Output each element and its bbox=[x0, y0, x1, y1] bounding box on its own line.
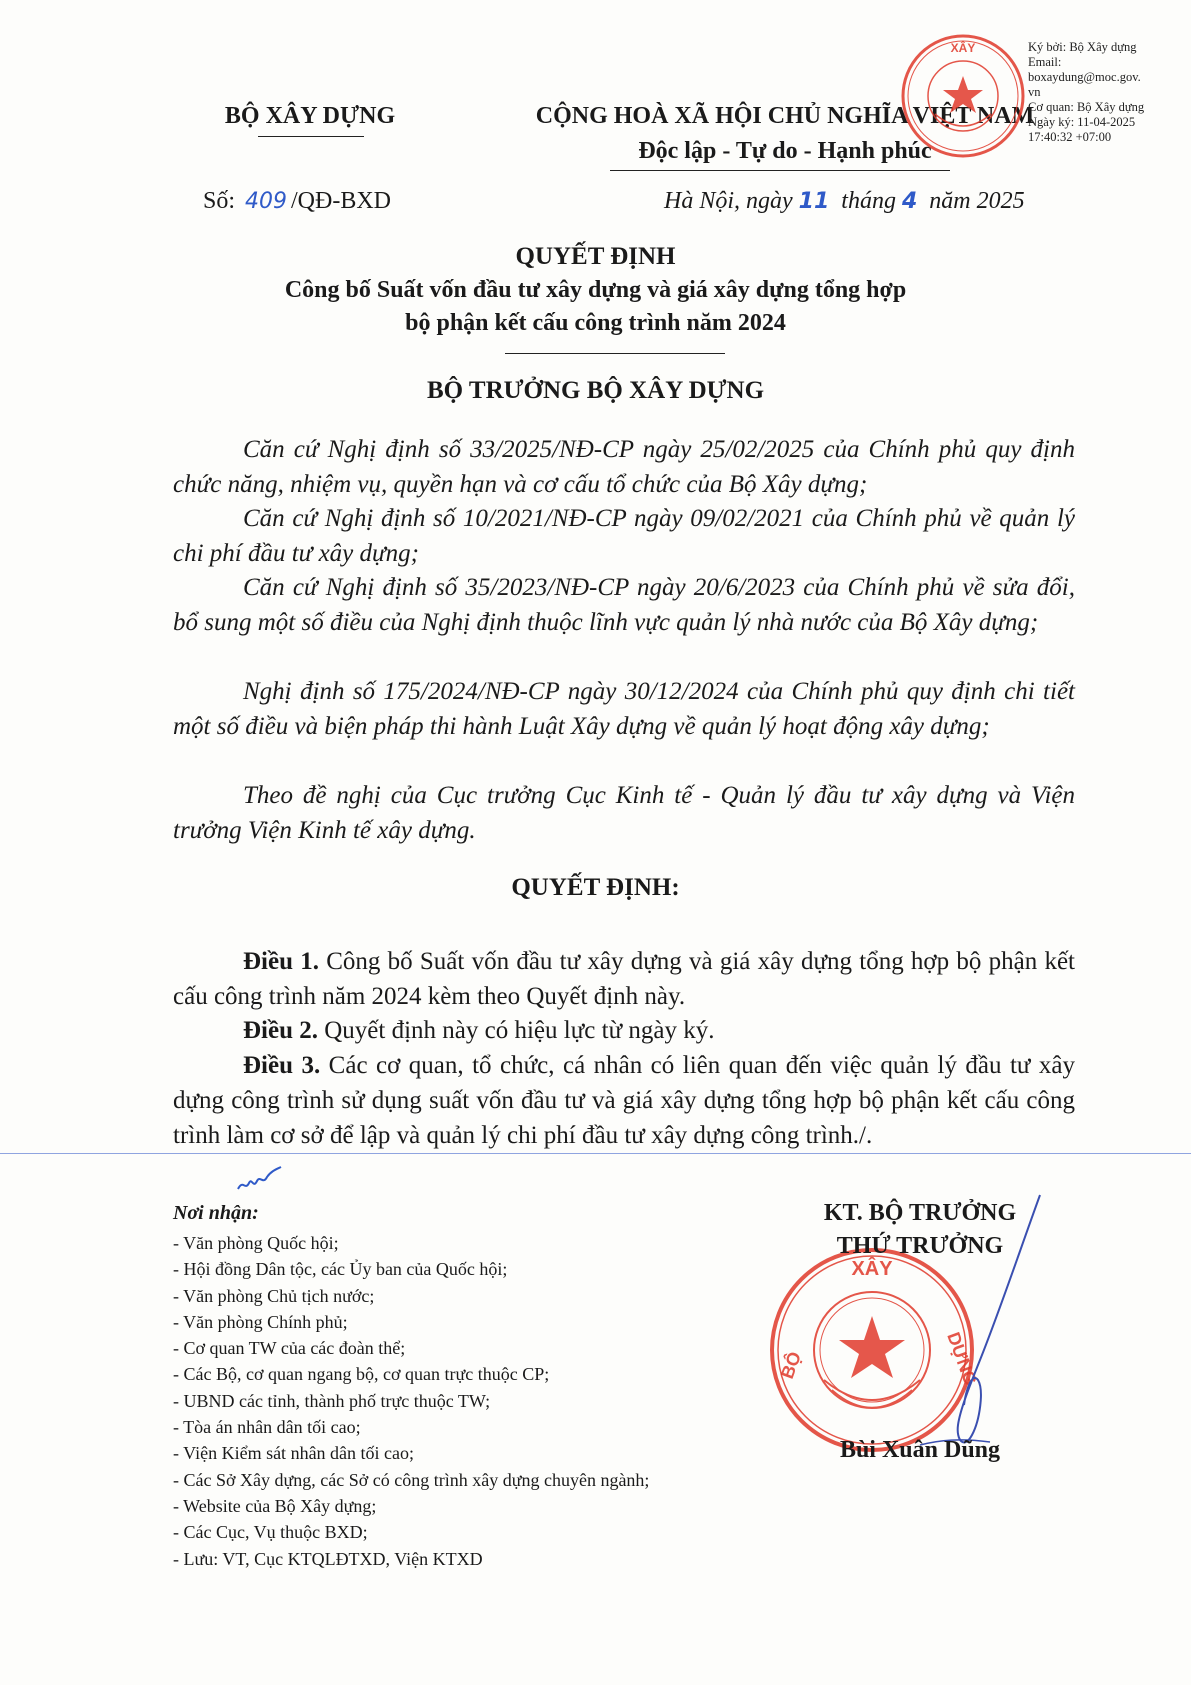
article-2 bbox=[173, 1013, 1075, 1048]
article-label: Điều 3. bbox=[243, 1052, 321, 1079]
recipient-item: - Viện Kiểm sát nhân dân tối cao; bbox=[173, 1443, 415, 1464]
national-motto: Độc lập - Tự do - Hạnh phúc bbox=[638, 138, 932, 164]
initial-mark-icon bbox=[235, 1165, 285, 1195]
handwritten-signature-icon bbox=[900, 1190, 1050, 1460]
digital-sig-line: Ngày ký: 11-04-2025 bbox=[1028, 115, 1136, 129]
recipient-item: - UBND các tỉnh, thành phố trực thuộc TW; bbox=[173, 1390, 491, 1411]
date-place: Hà Nội, ngày bbox=[664, 188, 793, 214]
title-divider bbox=[505, 353, 725, 354]
recipient-item: - Văn phòng Chính phủ; bbox=[173, 1311, 348, 1332]
document-title: QUYẾT ĐỊNH bbox=[515, 243, 676, 270]
date-year: năm 2025 bbox=[929, 188, 1025, 214]
signer-position: THỨ TRƯỞNG bbox=[836, 1233, 1004, 1259]
article-1 bbox=[173, 944, 1075, 1014]
legal-basis-item: Căn cứ Nghị định số 10/2021/NĐ-CP ngày 09/02/2021 của Chính phủ về quản lý chi phí đầu tư xây dựng; bbox=[173, 505, 1075, 567]
scan-artifact-line bbox=[0, 1153, 1191, 1154]
digital-sig-line: 17:40:32 +07:00 bbox=[1028, 130, 1112, 144]
article-3 bbox=[173, 1048, 1075, 1153]
article-text: Công bố Suất vốn đầu tư xây dựng và giá xây dựng tổng hợp bộ phận kết cấu công trình năm 2024 kèm theo Quyết định này. bbox=[173, 948, 1076, 1010]
signer-title: KT. BỘ TRƯỞNG bbox=[823, 1200, 1017, 1226]
date-month-word: tháng bbox=[841, 188, 896, 214]
seal-text-right: DỰNG bbox=[943, 1329, 981, 1388]
digital-sig-line: Email: bbox=[1028, 55, 1062, 69]
digital-sig-line: vn bbox=[1028, 85, 1041, 99]
legal-basis-item: Căn cứ Nghị định số 35/2023/NĐ-CP ngày 20/6/2023 của Chính phủ về sửa đổi, bổ sung một số điều của Nghị định thuộc lĩnh vực quản lý nhà nước của Bộ Xây dựng; bbox=[173, 574, 1075, 636]
legal-basis-item: Căn cứ Nghị định số 33/2025/NĐ-CP ngày 25/02/2025 của Chính phủ quy định chức năng, nhiệm vụ, quyền hạn và cơ cấu tổ chức của Bộ Xây dựng; bbox=[173, 436, 1075, 498]
recipient-item: - Hội đồng Dân tộc, các Ủy ban của Quốc hội; bbox=[173, 1259, 508, 1280]
recipients-title: Nơi nhận: bbox=[173, 1202, 259, 1224]
digital-sig-line: boxaydung@moc.gov. bbox=[1028, 70, 1141, 84]
digital-sig-line: Ký bởi: Bộ Xây dựng bbox=[1028, 40, 1137, 54]
recipient-item: - Các Bộ, cơ quan ngang bộ, cơ quan trực thuộc CP; bbox=[173, 1364, 550, 1385]
issue-date bbox=[664, 188, 1025, 215]
date-month: 4 bbox=[901, 189, 918, 214]
issuing-agency: BỘ XÂY DỰNG bbox=[224, 103, 396, 129]
decision-heading: QUYẾT ĐỊNH: bbox=[511, 874, 680, 901]
country-name: CỘNG HOÀ XÃ HỘI CHỦ NGHĨA VIỆT NAM bbox=[535, 103, 1035, 129]
seal-text-top: XÂY bbox=[851, 1258, 893, 1280]
recipient-item: - Website của Bộ Xây dựng; bbox=[173, 1495, 377, 1516]
article-text: Quyết định này có hiệu lực từ ngày ký. bbox=[318, 1017, 715, 1044]
recipient-item: - Lưu: VT, Cục KTQLĐTXD, Viện KTXD bbox=[173, 1548, 483, 1569]
issuing-authority: BỘ TRƯỞNG BỘ XÂY DỰNG bbox=[426, 377, 765, 404]
legal-basis-item: Theo đề nghị của Cục trưởng Cục Kinh tế - Quản lý đầu tư xây dựng và Viện trưởng Viện Kinh tế xây dựng. bbox=[173, 782, 1075, 844]
article-label: Điều 1. bbox=[243, 948, 319, 975]
recipient-item: - Tòa án nhân dân tối cao; bbox=[173, 1417, 361, 1438]
document-number bbox=[203, 188, 391, 215]
recipient-item: - Các Sở Xây dựng, các Sở có công trình xây dựng chuyên ngành; bbox=[173, 1469, 650, 1490]
recipients-list bbox=[173, 1230, 649, 1572]
article-text: Các cơ quan, tổ chức, cá nhân có liên quan đến việc quản lý đầu tư xây dựng công trình sử dụng suất vốn đầu tư và giá xây dựng tổng hợp bộ phận kết cấu công trình làm cơ sở để lập và quản lý chi phí đầu tư xây dựng công trình./. bbox=[173, 1052, 1075, 1149]
digital-seal-icon bbox=[897, 30, 1029, 162]
doc-number-suffix: /QĐ-BXD bbox=[291, 188, 392, 214]
doc-number-handwritten: 409 bbox=[245, 189, 288, 214]
article-label: Điều 2. bbox=[243, 1017, 318, 1044]
recipient-item: - Văn phòng Chủ tịch nước; bbox=[173, 1285, 375, 1306]
date-day: 11 bbox=[798, 189, 830, 214]
motto-underline bbox=[610, 170, 950, 171]
signer-name: Bùi Xuân Dũng bbox=[839, 1437, 1001, 1463]
legal-basis-item: Nghị định số 175/2024/NĐ-CP ngày 30/12/2024 của Chính phủ quy định chi tiết một số điều và biện pháp thi hành Luật Xây dựng về quản lý hoạt động xây dựng; bbox=[173, 678, 1075, 740]
recipient-item: - Cơ quan TW của các đoàn thể; bbox=[173, 1338, 406, 1359]
document-subtitle-line-1: Công bố Suất vốn đầu tư xây dựng và giá xây dựng tổng hợp bbox=[284, 277, 907, 303]
seal-text-left: BỘ bbox=[776, 1349, 805, 1382]
document-subtitle-line-2: bộ phận kết cấu công trình năm 2024 bbox=[405, 310, 786, 336]
digital-signature-info bbox=[1028, 40, 1178, 145]
recipient-item: - Các Cục, Vụ thuộc BXD; bbox=[173, 1522, 368, 1543]
agency-underline bbox=[258, 136, 364, 137]
digital-seal-text: XÂY bbox=[950, 41, 976, 55]
recipient-item: - Văn phòng Quốc hội; bbox=[173, 1233, 339, 1253]
digital-sig-line: Cơ quan: Bộ Xây dựng bbox=[1028, 100, 1145, 114]
doc-number-prefix: Số: bbox=[203, 188, 236, 214]
